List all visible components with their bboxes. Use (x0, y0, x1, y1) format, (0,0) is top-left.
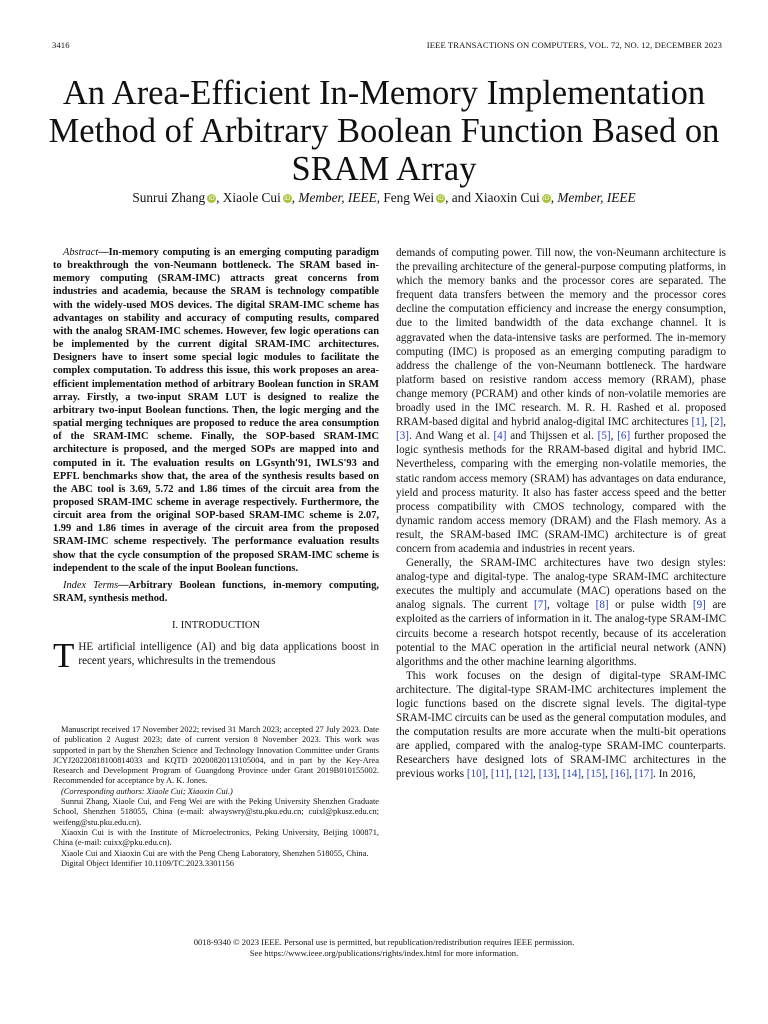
citation-link[interactable]: [15] (586, 768, 606, 781)
title-line: Method of Arbitrary Boolean Function Based on (48, 112, 720, 150)
citation-link[interactable]: [13] (538, 768, 558, 781)
section-title (181, 620, 260, 631)
citation-link[interactable]: [17] (634, 768, 654, 781)
author-name: Xiaole Cui (222, 190, 281, 205)
body-paragraph: This work focuses on the design of digital-type SRAM-IMC architecture. The digital-type SRAM-IMC architectures implement the logic functions based on the discrete signal levels. The digital-type SRAM-IMC circuits can be used as the general computation modules, and the computation results are more accurate when the multi-bit operations are applied, compared with the analog-type SRAM-IMC counterparts. Researchers have designed lots of SRAM-IMC architectures in the previous works [10], [11], [12], [13], [14], [15], [16], [17]. In 2016, (396, 669, 726, 781)
body-text: and Thijssen et al. (506, 430, 598, 443)
citation-link[interactable]: [9] (692, 599, 706, 612)
citation-link[interactable]: [1] (691, 416, 705, 429)
paper-title (40, 74, 728, 188)
footnote-affiliation: Xiaole Cui and Xiaoxin Cui are with the Peng Cheng Laboratory, Shenzhen 518055, China. (61, 848, 369, 858)
index-terms-text: —Arbitrary Boolean functions, in-memory computing, SRAM, synthesis method. (53, 579, 379, 605)
abstract-label: Abstract (63, 247, 99, 258)
footnote-affiliation: Xiaoxin Cui is with the Institute of Microelectronics, Peking University, Beijing 100871, China (e-mail: cuixx@pku.edu.cn). (53, 827, 379, 848)
footnote-affiliation: Sunrui Zhang, Xiaole Cui, and Feng Wei are with the Peking University Shenzhen Graduate School, Shenzhen 518055, China (e-mail: alwayswry@stu.pku.edu.cn; cuixl@pkusz.edu.cn; weifeng@stu.pku.edu.cn). (53, 797, 379, 827)
body-paragraph: demands of computing power. Till now, the von-Neumann architecture is the prevailing architecture of the general-purpose computing platforms, in which the memory banks and the processor cores are separated. The frequent data transfers between the memory and the processor cores decline the computation efficiency and increase the energy consumption, due to the limited bandwidth of the data exchange channel. It is aggravated when the data-intensive tasks are performed. The in-memory computing (IMC) is proposed as an emerging computing paradigm to address the challenge of the von-Neumann bottleneck. The hardware platform based on resistive random access memory (RRAM), phase change memory (PCRAM) and other kinds of non-volatile memories are broadly used in the IMC research. M. R. H. Rashed et al. proposed RRAM-based digital and hybrid analog-digital IMC architectures [1], [2], [3]. And Wang et al. [4] and Thijssen et al. [5], [6] further proposed the logic synthesis methods for the RRAM-based digital and hybrid IMC. Nevertheless, comparing with the emerging non-volatile memories, the static random access memory (SRAM) has advantages on data endurance, yield and process maturity. It also has faster access speed and the better process compatibility with CMOS technology, compared with the dynamic random access memory (DRAM) and the Flash memory. As a result, the SRAM-based IMC (SRAM-IMC) architecture is of great concern from academia and industries in recent years. (396, 247, 727, 555)
abstract (53, 246, 379, 575)
orcid-icon[interactable]: iD (437, 195, 444, 202)
intro-text: HE artificial intelligence (AI) and big data applications boost in recent years, whichresults in the tremendous (78, 641, 379, 668)
citation-link[interactable]: [7] (534, 599, 547, 612)
body-text: . In 2016, (653, 768, 696, 781)
footnote-manuscript: Manuscript received 17 November 2022; revised 31 March 2023; accepted 27 July 2023. Date of publication 2 August 2023; date of current version 8 November 2023. This work was supported in part by the Shenzhen Science and Technology Innovation Committee under Grants JCYJ20220818100814033 and KQTD 20200820113105004, and in part by the Key-Area Research and Development Program of Guangdong Province under Grant 2019B010155002. Recommended for acceptance by A. K. Jones. (53, 725, 379, 786)
citation-link[interactable]: [5] (597, 430, 611, 443)
index-terms-label: Index Terms (63, 579, 119, 591)
footnote-corresponding-text: (Corresponding authors: Xiaole Cui; Xiaoxin Cui.) (61, 786, 233, 796)
index-terms (53, 579, 379, 605)
body-text: further proposed the logic synthesis methods for the RRAM-based digital and hybrid IMC. Nevertheless, comparing with the emerging non-volatile memories, the static random access memory (SRAM) has advantages on data endurance, yield and process maturity. It also has faster access speed and the better process compatibility with CMOS technology, compared with the dynamic random access memory (DRAM) and the Flash memory. As a result, the SRAM-based IMC (SRAM-IMC) architecture is of great concern from academia and industries in recent years. (396, 430, 726, 555)
author-membership: Member, IEEE (298, 190, 377, 205)
author-name: Feng Wei (383, 190, 435, 205)
copyright-line: 0018-9340 © 2023 IEEE. Personal use is permitted, but republication/redistribution requires IEEE permission. (193, 937, 575, 947)
page-number: 3416 (52, 40, 70, 50)
drop-cap: T (53, 636, 75, 676)
author-conjunction: and (451, 190, 471, 205)
footnote-doi: Digital Object Identifier 10.1109/TC.2023.3301156 (61, 858, 234, 868)
section-number: I. (171, 620, 179, 632)
right-column (396, 246, 726, 782)
footnote-corresponding (53, 787, 379, 797)
citation-link[interactable]: [3] (396, 430, 409, 443)
citation-link[interactable]: [4] (493, 430, 507, 443)
citation-link[interactable]: [2] (710, 416, 724, 429)
section-title-rest: NTRODUCTION (184, 620, 261, 632)
journal-header: IEEE TRANSACTIONS ON COMPUTERS, VOL. 72, NO. 12, DECEMBER 2023 (426, 40, 722, 50)
copyright-footer (40, 937, 728, 959)
citation-link[interactable]: [6] (617, 430, 631, 443)
citation-link[interactable]: [14] (562, 768, 582, 781)
orcid-icon[interactable]: iD (208, 195, 215, 202)
citation-link[interactable]: [16] (610, 768, 630, 781)
body-text: or pulse width (608, 599, 693, 612)
orcid-icon[interactable]: iD (284, 195, 291, 202)
left-column (53, 246, 379, 676)
rights-line: See https://www.ieee.org/publications/rights/index.html for more information. (249, 948, 519, 958)
footnotes (53, 725, 379, 869)
body-text: This work focuses on the design of digital-type SRAM-IMC architecture. The digital-type SRAM-IMC architectures implement the logic functions based on the discrete signal levels. The digital-type SRAM-IMC circuits can be used as the general computation modules, and the computation results are more accurate when the multi-bit operations are applied, compared with the analog-type SRAM-IMC counterparts. Researchers have designed lots of SRAM-IMC architectures in the previous works (396, 669, 726, 781)
body-text: . And Wang et al. (408, 430, 494, 443)
citation-link[interactable]: [12] (514, 768, 534, 781)
author-name: Sunrui Zhang (132, 190, 206, 205)
title-line: SRAM Array (291, 150, 477, 188)
section-title-initial: I (180, 620, 185, 632)
author-membership: Member, IEEE (557, 190, 636, 205)
body-text: , voltage (546, 599, 596, 612)
citation-link[interactable]: [11] (490, 768, 509, 781)
body-text: are exploited as the carriers of information in it. The analog-type SRAM-IMC circuits become a research hotspot recently, because of its acceleration potential to the MAC operation in the artificial neural network (ANN) algorithms and the other machine learning algorithms. (396, 599, 726, 668)
intro-paragraph (53, 636, 379, 676)
orcid-icon[interactable]: iD (543, 195, 550, 202)
section-heading (53, 619, 379, 632)
citation-link[interactable]: [8] (595, 599, 609, 612)
title-line: An Area-Efficient In-Memory Implementation (62, 74, 706, 112)
author-name: Xiaoxin Cui (474, 190, 540, 205)
citation-link[interactable]: [10] (466, 768, 486, 781)
author-list: Sunrui Zhang iD, Xiaole Cui iD, Member, IEEE, Feng Wei iD, and Xiaoxin Cui iD, Member, IEEE (132, 190, 636, 205)
abstract-text: —In-memory computing is an emerging computing paradigm to breakthrough the von-Neumann bottleneck. The SRAM based in-memory computing (SRAM-IMC) attracts great concerns from industries and academia, because the SRAM is technology compatible with the widely-used MOS devices. The digital SRAM-IMC scheme has advantages on stability and accuracy of computing results, compared with the analog SRAM-IMC schemes. However, few logic operations can be implemented by the current digital SRAM-IMC architectures. Designers have to insert some special logic modules to facilitate the complex computation. To address this issue, this work proposes an area-efficient implementation method of arbitrary Boolean function in SRAM array. Firstly, a two-input SRAM LUT is designed to realize the arbitrary two-input Boolean functions. Then, the logic merging and the spatial merging techniques are proposed to reduce the area consumption of the SRAM-IMC scheme. Finally, the SOP-based SRAM-IMC architecture is proposed, and the merged SOPs are mapped into and computed in it. The evaluation results on LGsynth'91, IWLS'93 and EPFL benchmarks show that, the area of the synthesis results based on the ABC tool is 3.69, 5.72 and 1.86 times of the circuit area from the proposed SRAM-IMC scheme in average respectively. Furthermore, the circuit area from the original SOP-based SRAM-IMC scheme is 2.07, 1.99 and 1.86 times in average of the circuit area from the proposed SRAM-IMC scheme respectively. The performance evaluation results show that the cycle consumption of the proposed SRAM-IMC scheme is independent to the scale of the input Boolean functions. (53, 247, 379, 574)
body-text: Generally, the SRAM-IMC architectures have two design styles: analog-type and digital-type. The analog-type SRAM-IMC architecture executes the multiply and accumulate (MAC) operations based on the analog signals. The current (396, 557, 726, 612)
body-paragraph (396, 556, 726, 669)
body-text: demands of computing power. Till now, the von-Neumann architecture is the prevailing architecture of the general-purpose computing platforms, in which the memory banks and the processor cores are separated. The frequent data transfers between the memory and the processor cores decline the computation efficiency and increase the energy consumption, due to the limited bandwidth of the data exchange channel. It is aggravated when the data-intensive tasks are performed. The in-memory computing (IMC) is proposed as an emerging computing paradigm to address the challenge of the von-Neumann bottleneck. The hardware platform based on resistive random access memory (RRAM), phase change memory (PCRAM) and other kinds of non-volatile memories are broadly used in the IMC research. M. R. H. Rashed et al. proposed RRAM-based digital and hybrid analog-digital IMC architectures (396, 247, 726, 429)
